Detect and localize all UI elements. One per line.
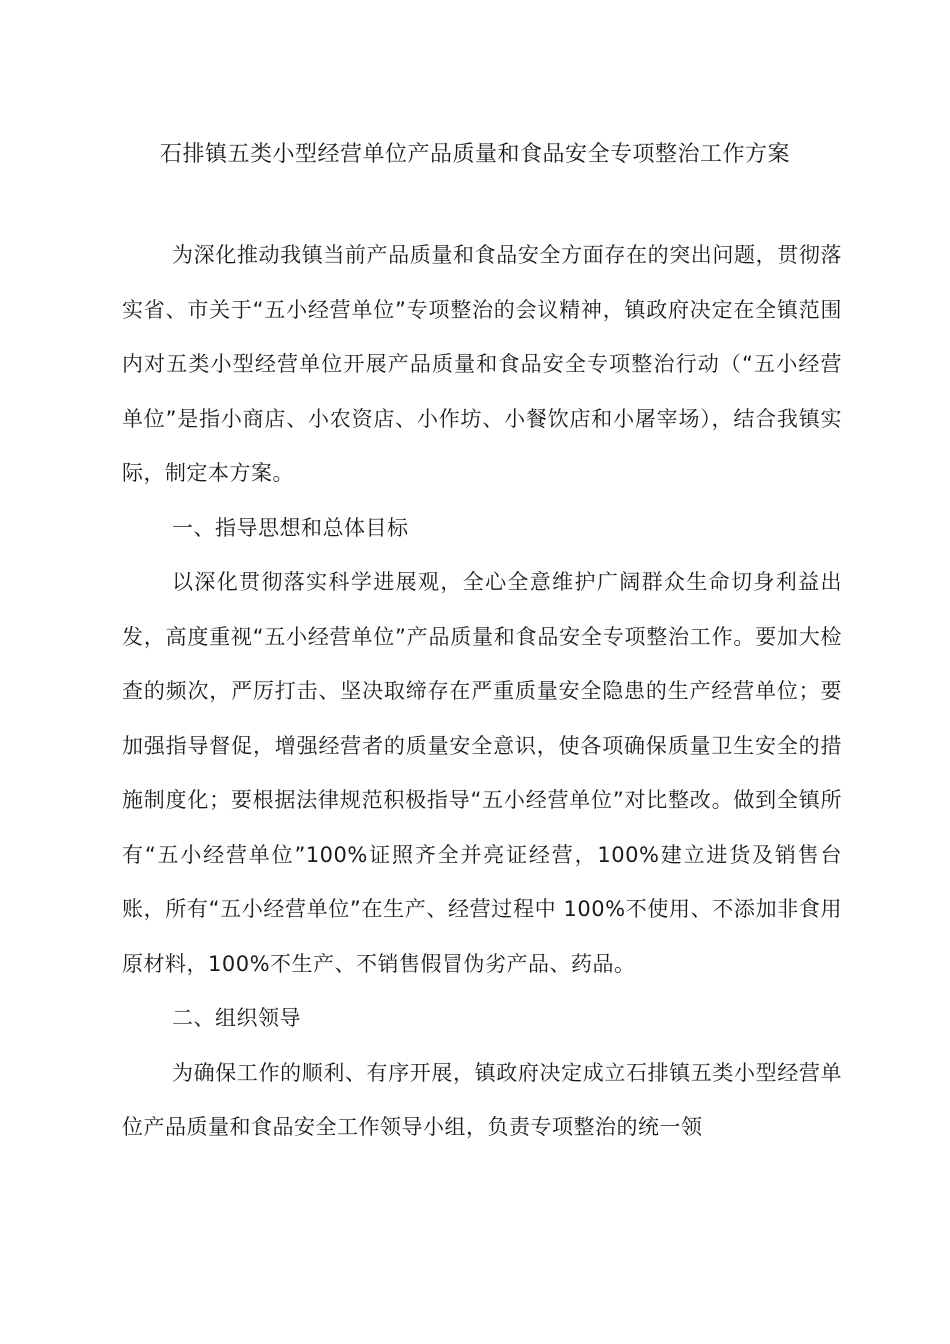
organization-paragraph: 为确保工作的顺利、有序开展，镇政府决定成立石排镇五类小型经营单位产品质量和食品安全工作领导小组，负责专项整治的统一领 xyxy=(122,1060,842,1139)
intro-paragraph: 为深化推动我镇当前产品质量和食品安全方面存在的突出问题，贯彻落实省、市关于“五小经营单位”专项整治的会议精神，镇政府决定在全镇范围内对五类小型经营单位开展产品质量和食品安全专项整治行动（“五小经营单位”是指小商店、小农资店、小作坊、小餐饮店和小屠宰场），结合我镇实际，制定本方案。 xyxy=(122,243,842,485)
document-title: 石排镇五类小型经营单位产品质量和食品安全专项整治工作方案 xyxy=(159,142,790,167)
document-body xyxy=(122,228,842,1155)
guiding-ideology-paragraph: 以深化贯彻落实科学进展观，全心全意维护广阔群众生命切身利益出发，高度重视“五小经营单位”产品质量和食品安全专项整治工作。要加大检查的频次，严厉打击、坚决取缔存在严重质量安全隐患的生产经营单位；要加强指导督促，增强经营者的质量安全意识，使各项确保质量卫生安全的措施制度化；要根据法律规范积极指导“五小经营单位”对比整改。做到全镇所有“五小经营单位”100%证照齐全并亮证经营，100%建立进货及销售台账，所有“五小经营单位”在生产、经营过程中 100%不使用、不添加非食用原材料，100%不生产、不销售假冒伪劣产品、药品。 xyxy=(122,570,842,976)
section-heading-organization: 二、组织领导 xyxy=(172,1006,301,1030)
section-heading-guiding-ideology: 一、指导思想和总体目标 xyxy=(172,515,409,540)
